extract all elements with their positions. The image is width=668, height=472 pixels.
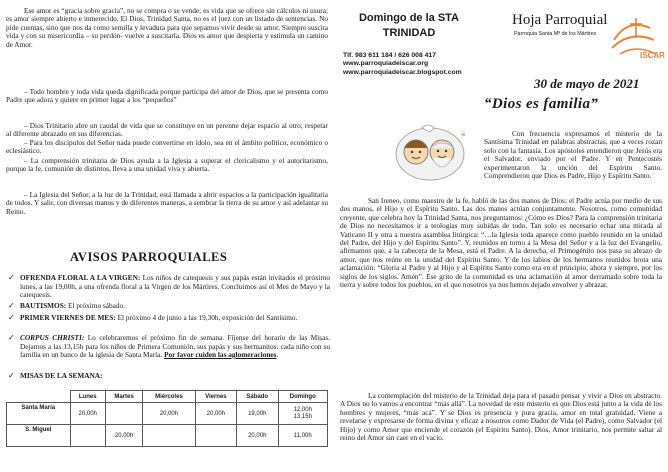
table-cell [195,425,236,447]
ofrenda-label: OFRENDA FLORAL A LA VIRGEN: [20,273,141,282]
domingo-title: Domingo de la STA TRINIDAD [358,12,460,39]
issue-date: 30 de mayo de 2021 [534,76,640,91]
table-header: Viernes [195,391,236,403]
table-cell: 20,00h [70,403,105,425]
bullet-icon: ✓ [8,333,15,342]
table-cell [70,425,105,447]
list-item: – Todo hombre y toda vida queda dignificada porque participa del amor de Dios, que se presenta como Padre que adora y quiere en primer lugar a los “pequeños” [6,87,328,105]
table-row [7,425,328,447]
corpus-end: . [276,350,279,359]
contact-phone: Tlf. 983 611 184 / 626 008 417 [343,52,436,59]
hoja-subtitle: Parroquia Santa Mª de los Mártires [514,31,597,37]
row-name: S. Miguel [7,425,71,447]
bullet-icon: ✓ [8,301,15,310]
article-paragraph-2: San Ireneo, como maestro de la fe, habló de las dos manos de Dios: el Padre actúa por medio de sus dos manos, el Hijo y el Espíritu Santo. Las dos manos actúan conjuntamente. Nosotros, como comunidad creyente, que celebra hoy la Trinidad Santa, nos preguntamos: ¿Cómo es Dios? Para la comprensión trinitaria de Dios no necesitamos ir a teologías muy subidas de todo. Tan solo es necesario echar una mirada al Vaticano II y otra a nuestra asamblea litúrgica: “…la Iglesia toda aparece como pueblo reunido en la unidad del Padre, del Hijo y del Espíritu Santo”. Y, reunidos en torno a la Mesa del Señor y a la luz del Evangelio, afirmamos que, a la cabecera de la Mesa, está el Padre. A la derecha, el Primogénito nos pasa su abrazo de amor, que nos reúne en la unidad del Espíritu Santo. Y de los labios de los hermanos reunidos brota una aclamación: “Gloria al Padre y al Hijo y al Espíritu Santo como era en el principio, ahora y siempre, por los siglos de los siglos. Amén”. Ese grito de la comunidad es una aclamación al amor derramado sobre toda la tierra y sobre todos los pueblos, en el que nosotros ya nos hemos dejado envolver y abrazar. [340,196,662,290]
ofrenda-text: Los niños de catequesis y sus papás están invitados el próximo lunes, a las 19,00h, a una ofrenda floral a la Virgen de los Mártires. Concluimos así el Mes de Mayo y la catequesis. [20,273,330,299]
table-header: Lunes [70,391,105,403]
right-column [334,0,668,472]
row-name: Santa María [7,403,71,425]
list-item: – Para los discípulos del Señor nada puede convertirse en ídolo, sea en el ámbito político, económico o eclesiástico. [6,138,328,156]
bullet-icon: ✓ [8,273,15,282]
aviso-viernes [8,314,330,323]
table-header: Domingo [278,391,327,403]
article-paragraph-3: La contemplación del misterio de la Trinidad deja para el pasado pensar y vivir a Dios en abstracto. A Dios no lo vamos a encontrar “más allá”. La novedad de este misterio es que Dios está junto a la vida de los hombres y mujeres, “más acá”. Y se Dios es presencia y pura gracia, amor en total gratuidad. Viene a revelarse y expresarse de forma divina y eficaz a nosotros como Dador de Vida (el Padre), como Salvador (el Hijo) y como Amor que enciende el corazón (el Espíritu Santo). Dios, Amor trinitario, nos permite saltar al reino del Amor sin caer en el vacío. [340,391,662,443]
table-cell [105,403,142,425]
table-cell: 11,00h [278,425,327,447]
misas-table [6,390,328,447]
avisos-title: AVISOS PARROQUIALES [70,250,228,264]
list-item: – La comprensión trinitaria de Dios ayuda a la Iglesia a superar el clericalismo y el autoritarismo, porque la fe, comunión de distintos, lleva a una unidad viva y abierta. [6,156,328,174]
misas-label: MISAS DE LA SEMANA: [20,371,103,380]
table-cell: 12,00h 13,15h [278,403,327,425]
corpus-text: Lo celebraremos el próximo fin de semana. Fíjense del horario de las Misas. Dejamos a las 13,15h para los niños de Primera Comunión, sus papás y sus hermanitos: cada niño con su familia en un banco de la iglesia de Santa María. [20,333,330,359]
intro-paragraph: Ese amor es “gracia sobre gracia”, no se compra o se vende; es vida que se ofrece sin cálculos ni usura; es amor siempre abierto e inmerecido. El Dios, Trinidad Santa, no es el juez con un listado de sentencias. No pide cuentas, sino que nos da como semilla y levadura para que sepamos vivir desde su amor. Siempre suscita vida y con su misericordia – su perdón- vuelve a suscitarla. Dios es amor que despierta y estimula un camino de Amor. [6,6,328,49]
list-item: – Dios Trinitario abre un caudal de vida que se constituye en un perenne dejar espacio al otro; respetar al diferente abrazado en sus diferencias. [6,121,328,139]
list-item: – La Iglesia del Señor, a la luz de la Trinidad, está llamada a abrir espacios a la participación igualitaria de todos. Y salir, con diversas manos y de diferentes maneras, a sembrar la tierra de su amor y así adelantar su Reino. [6,190,328,216]
table-cell: 20,00h [237,425,279,447]
table-cell: 20,00h [195,403,236,425]
contact-blog-link[interactable]: www.parroquiadeiscar.blogspot.com [343,68,462,76]
parish-logo-icon [606,10,665,66]
table-header: Martes [105,391,142,403]
article-paragraph-1: Con frecuencia expresamos el misterio de la Santísima Trinidad en palabras abstractas, que a veces rozan solo con la fantasía. Los apóstoles entendieron que Jesús era el Salvador, enviado por el Padre. Y en Pentecostés experimentaron la unción del Espíritu Santo. Comprendieron que Dios es Padre, Hijo y Espíritu Santo. [484,129,662,181]
table-cell: 19,00h [237,403,279,425]
logo-text: ISCAR [640,51,665,60]
viernes-text: El próximo 4 de junio a las 19,30h, exposición del Santísimo. [115,313,298,322]
aviso-bautismos [8,302,330,311]
hoja-title: Hoja Parroquial [512,12,608,28]
viernes-label: PRIMER VIERNES DE MES: [20,313,116,322]
bullet-icon: ✓ [8,371,15,380]
aviso-ofrenda [8,274,330,300]
bullet-icon: ✓ [8,313,15,322]
table-cell: 20,00h [143,403,196,425]
bautismos-label: BAUTISMOS: [20,301,67,310]
corpus-label: CORPUS CHRISTI: [20,333,85,342]
table-header: Sábado [237,391,279,403]
table-cell: 20,00h [105,425,142,447]
contact-web-link[interactable]: www.parroquiadeiscar.org [343,60,429,68]
table-cell [143,425,196,447]
aviso-corpus [8,334,330,360]
table-header: Miércoles [143,391,196,403]
corpus-underline: Por favor cuiden las aglomeraciones [164,350,277,359]
bautismos-text: El próximo sábado. [66,301,126,310]
table-row [7,403,328,425]
trinity-illustration [382,118,478,184]
contact-info [343,52,462,77]
aviso-misas [8,372,330,381]
article-heading: “Dios es familia” [484,96,599,112]
